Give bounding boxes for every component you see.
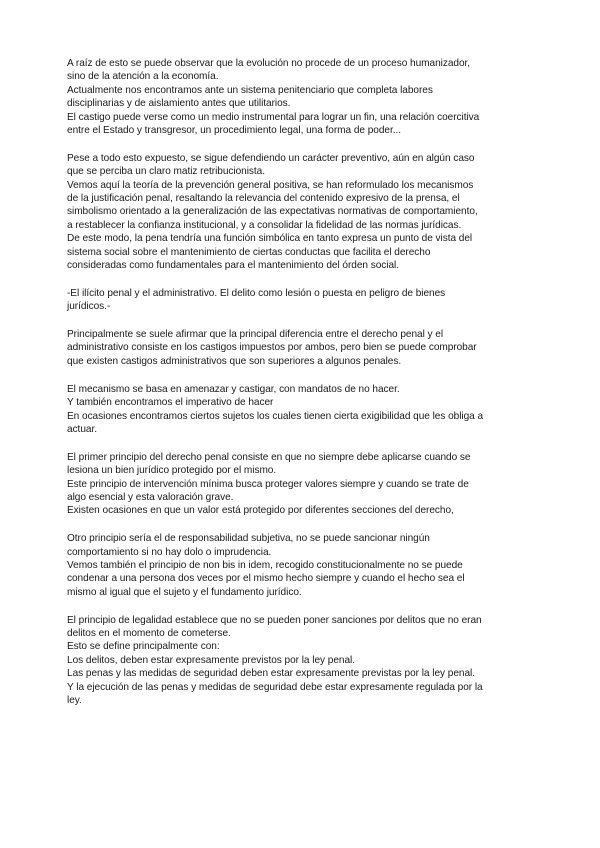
text-line: que existen castigos administrativos que son superiores a algunos penales. <box>67 355 402 367</box>
paragraph <box>67 614 540 708</box>
text-line: Principalmente se suele afirmar que la principal diferencia entre el derecho penal y el <box>67 329 444 341</box>
paragraph <box>67 328 540 368</box>
text-line: que se perciba un claro matiz retribucionista. <box>67 166 265 178</box>
text-line: administrativo consiste en los castigos impuestos por ambos, pero bien se puede comprobar <box>67 342 477 354</box>
text-line: -El ilícito penal y el administrativo. El delito como lesión o puesta en peligro de bienes <box>67 287 446 299</box>
text-line: algo esencial y esta valoración grave. <box>67 491 234 503</box>
text-line: Este principio de intervención mínima busca proteger valores siempre y cuando se trate de <box>67 478 469 490</box>
text-line: Esto se define principalmente con: <box>67 641 220 653</box>
text-line: Y también encontramos el imperativo de hacer <box>67 397 274 409</box>
text-line: condenar a una persona dos veces por el mismo hecho siempre y cuando el hecho sea el <box>67 573 465 585</box>
text-line: delitos en el momento de cometerse. <box>67 627 231 639</box>
text-line: Las penas y las medidas de seguridad deben estar expresamente previstas por la ley penal. <box>67 668 475 680</box>
text-line: mismo al igual que el sujeto y el fundamento jurídico. <box>67 586 302 598</box>
text-line: actuar. <box>67 423 97 435</box>
paragraph <box>67 152 540 273</box>
paragraph <box>67 57 540 137</box>
text-line: El principio de legalidad establece que no se pueden poner sanciones por delitos que no eran <box>67 614 482 626</box>
text-line: El castigo puede verse como un medio instrumental para lograr un fin, una relación coercitiva <box>67 111 480 123</box>
text-line: ley. <box>67 694 82 706</box>
text-line: entre el Estado y transgresor, un procedimiento legal, una forma de poder... <box>67 125 401 137</box>
text-line: simbolismo orientado a la generalización de las expectativas normativas de comportamiento, <box>67 206 478 218</box>
paragraph <box>67 383 540 437</box>
text-line: disciplinarias y de aislamiento antes que utilitarios. <box>67 98 291 110</box>
text-line: de la justificación penal, resaltando la relevancia del contenido expresivo de la prensa, el <box>67 193 460 205</box>
text-line: Existen ocasiones en que un valor está protegido por diferentes secciones del derecho, <box>67 505 454 517</box>
text-line: En ocasiones encontramos ciertos sujetos los cuales tienen cierta exigibilidad que les obliga a <box>67 410 484 422</box>
text-line: De este modo, la pena tendría una función simbólica en tanto expresa un punto de vista del <box>67 233 473 245</box>
document-body <box>67 57 540 707</box>
text-line: a restablecer la confianza institucional, y a consolidar la fidelidad de las normas jurídicas. <box>67 219 462 231</box>
text-line: Actualmente nos encontramos ante un sistema penitenciario que completa labores <box>67 84 433 96</box>
text-line: Los delitos, deben estar expresamente previstos por la ley penal. <box>67 654 355 666</box>
paragraph <box>67 451 540 518</box>
paragraph <box>67 532 540 599</box>
text-line: Pese a todo esto expuesto, se sigue defendiendo un carácter preventivo, aún en algún caso <box>67 152 475 164</box>
text-line: Y la ejecución de las penas y medidas de seguridad debe estar expresamente regulada por la <box>67 681 483 693</box>
text-line: El mecanismo se basa en amenazar y castigar, con mandatos de no hacer. <box>67 383 400 395</box>
text-line: lesiona un bien jurídico protegido por el mismo. <box>67 465 277 477</box>
paragraph <box>67 287 540 314</box>
text-line: sistema social sobre el mantenimiento de ciertas conductas que facilita el derecho <box>67 246 431 258</box>
text-line: A raíz de esto se puede observar que la evolución no procede de un proceso humanizador, <box>67 58 471 69</box>
text-line: comportamiento si no hay dolo o imprudencia. <box>67 546 272 558</box>
text-line: El primer principio del derecho penal consiste en que no siempre debe aplicarse cuando se <box>67 451 471 463</box>
text-line: consideradas como fundamentales para el mantenimiento del órden social. <box>67 260 399 272</box>
text-line: Vemos aquí la teoría de la prevención general positiva, se han reformulado los mecanismos <box>67 179 474 191</box>
text-line: jurídicos.- <box>67 301 111 313</box>
text-line: Vemos también el principio de non bis in idem, recogido constitucionalmente no se puede <box>67 559 463 571</box>
text-line: Otro principio sería el de responsabilidad subjetiva, no se puede sancionar ningún <box>67 533 430 545</box>
text-line: sino de la atención a la economía. <box>67 71 219 83</box>
